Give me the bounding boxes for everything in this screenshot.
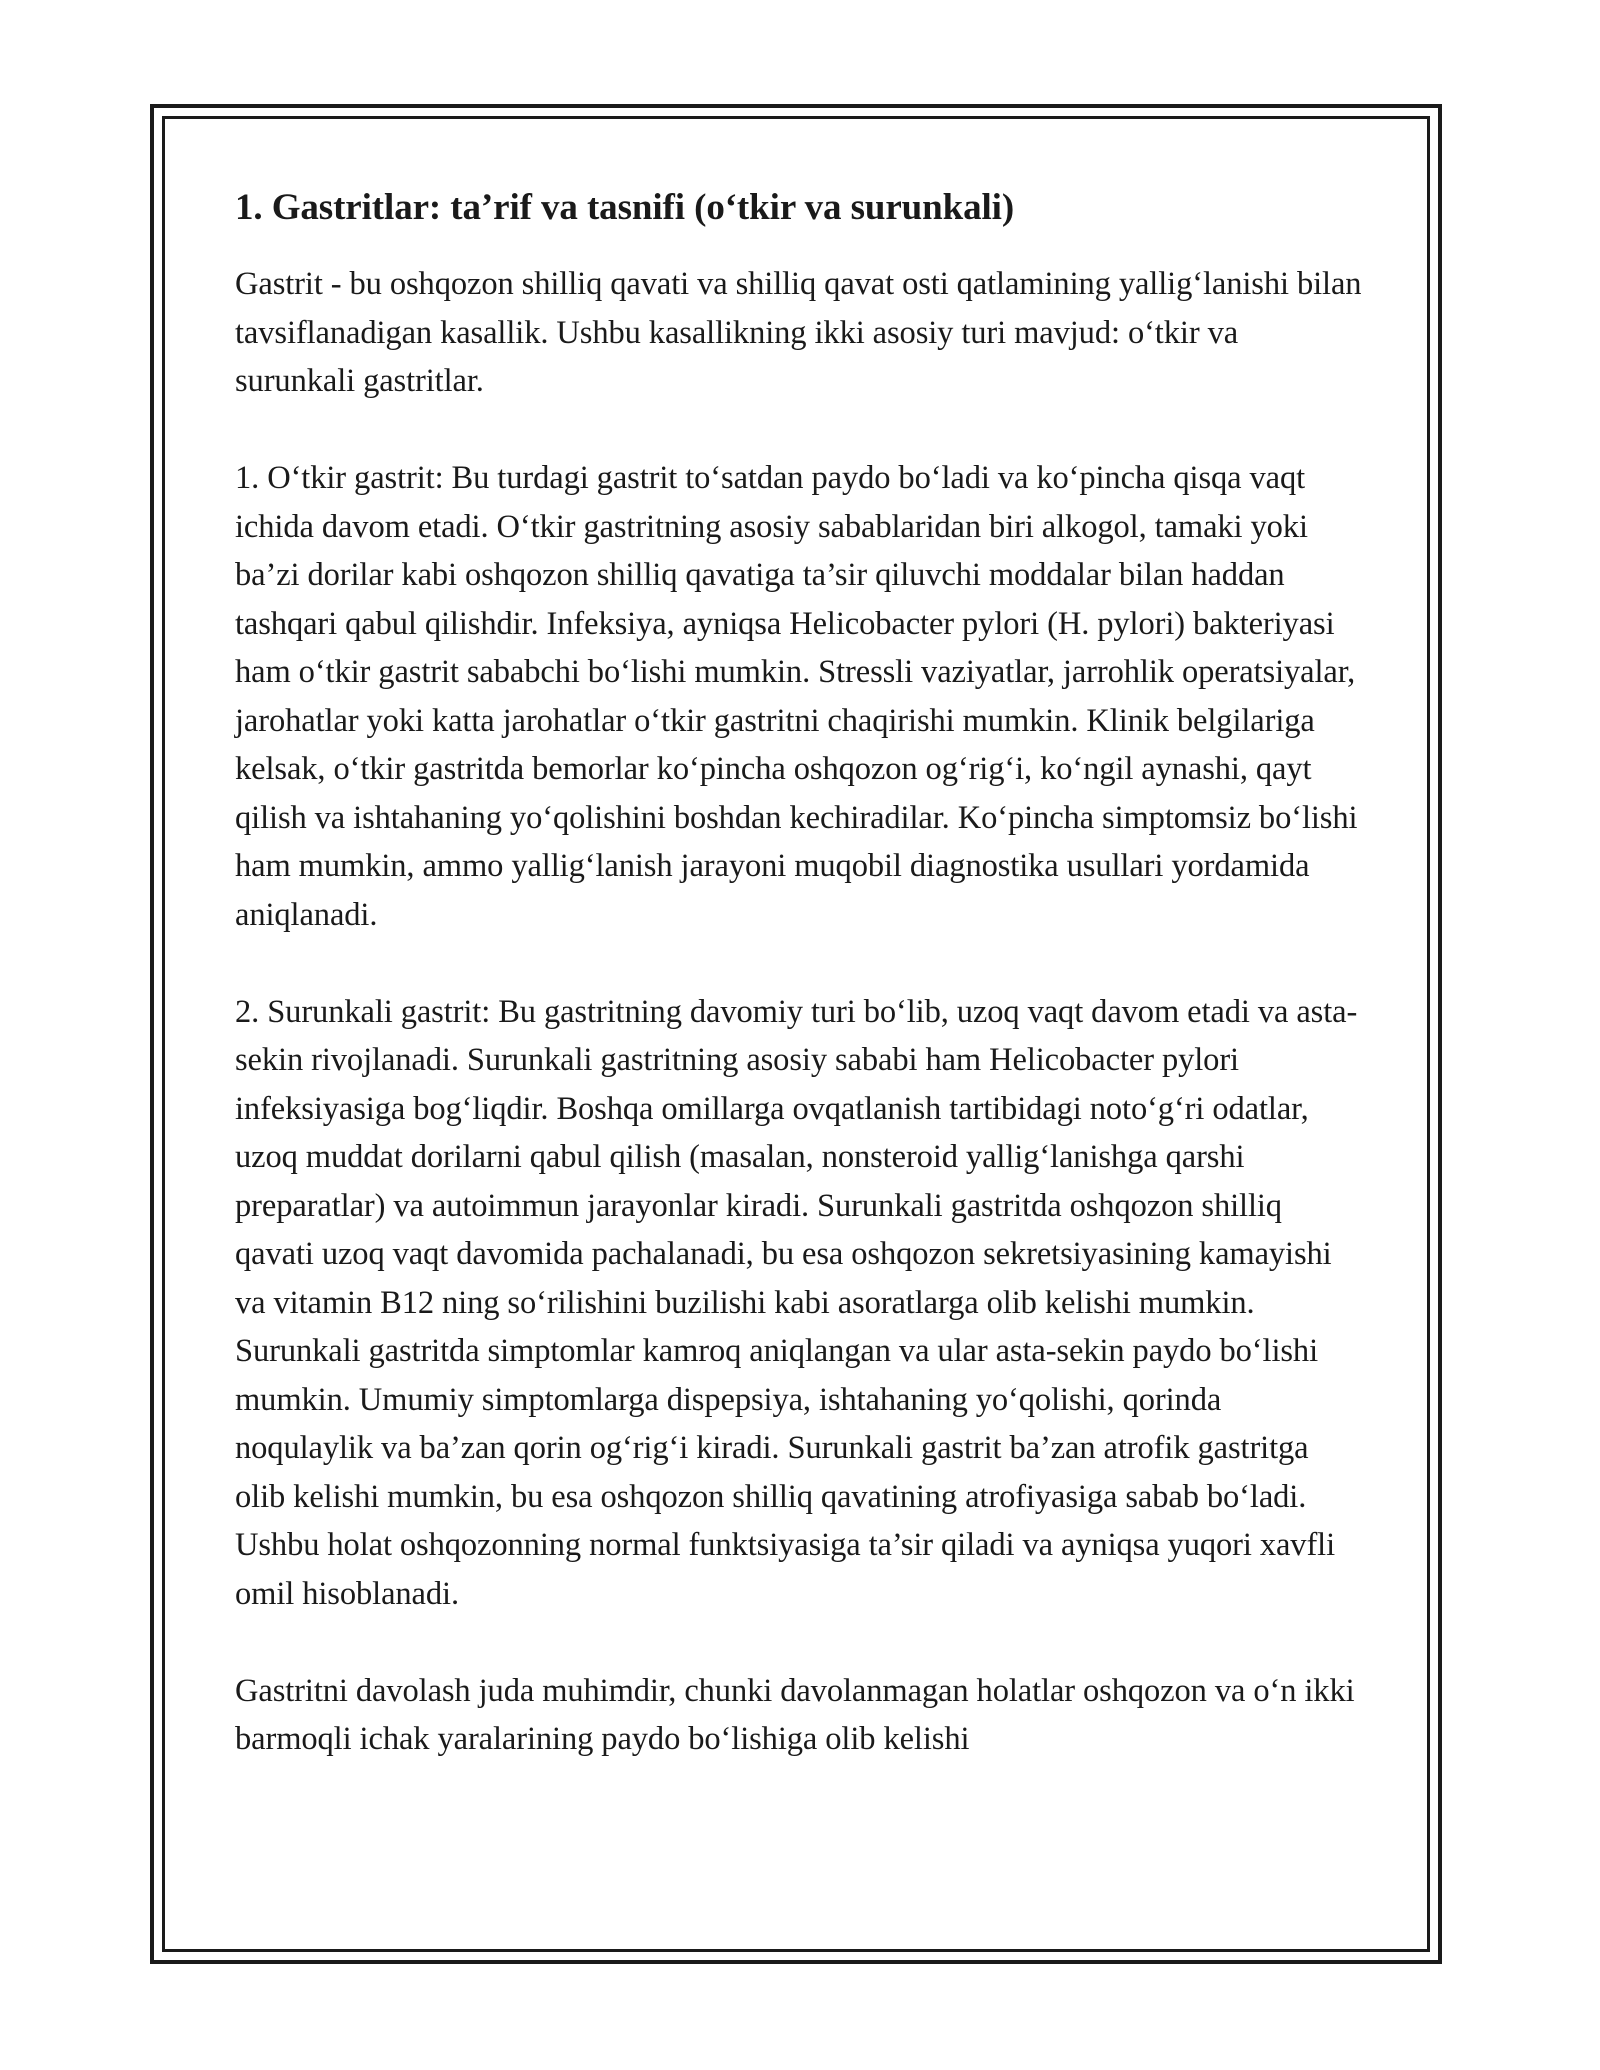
section-heading: 1. Gastritlar: ta’rif va tasnifi (o‘tkir va surunkali) (235, 187, 1015, 228)
chronic-gastritis-paragraph: 2. Surunkali gastrit: Bu gastritning davomiy turi bo‘lib, uzoq vaqt davom etadi va asta-sekin rivojlanadi. Surunkali gastritning asosiy sababi ham Helicobacter pylori infeksiyasiga bog‘liqdir. Boshqa omillarga ovqatlanish tartibidagi noto‘g‘ri odatlar, uzoq muddat dorilarni qabul qilish (masalan, nonsteroid yallig‘lanishga qarshi preparatlar) va autoimmun jarayonlar kiradi. Surunkali gastritda oshqozon shilliq qavati uzoq vaqt davomida pachalanadi, bu esa oshqozon sekretsiyasining kamayishi va vitamin B12 ning so‘rilishini buzilishi kabi asoratlarga olib kelishi mumkin. Surunkali gastritda simptomlar kamroq aniqlangan va ular asta-sekin paydo bo‘lishi mumkin. Umumiy simptomlarga dispepsiya, ishtahaning yo‘qolishi, qorinda noqulaylik va ba’zan qorin og‘rig‘i kiradi. Surunkali gastrit ba’zan atrofik gastritga olib kelishi mumkin, bu esa oshqozon shilliq qavatining atrofiyasiga sabab bo‘ladi. Ushbu holat oshqozonning normal funktsiyasiga ta’sir qiladi va ayniqsa yuqori xavfli omil hisoblanadi. (235, 993, 1358, 1612)
intro-paragraph: Gastrit - bu oshqozon shilliq qavati va shilliq qavat osti qatlamining yallig‘lanishi bilan tavsiflanadigan kasallik. Ushbu kasallikning ikki asosiy turi mavjud: o‘tkir va surunkali gastritlar. (235, 266, 1362, 399)
document-body (235, 182, 1365, 1812)
treatment-paragraph: Gastritni davolash juda muhimdir, chunki davolanmagan holatlar oshqozon va o‘n ikki barmoqli ichak yaralarining paydo bo‘lishiga olib kelishi (235, 1672, 1355, 1757)
acute-gastritis-paragraph: 1. O‘tkir gastrit: Bu turdagi gastrit to‘satdan paydo bo‘ladi va ko‘pincha qisqa vaqt ichida davom etadi. O‘tkir gastritning asosiy sabablaridan biri alkogol, tamaki yoki ba’zi dorilar kabi oshqozon shilliq qavatiga ta’sir qiluvchi moddalar bilan haddan tashqari qabul qilishdir. Infeksiya, ayniqsa Helicobacter pylori (H. pylori) bakteriyasi ham o‘tkir gastrit sababchi bo‘lishi mumkin. Stressli vaziyatlar, jarrohlik operatsiyalar, jarohatlar yoki katta jarohatlar o‘tkir gastritni chaqirishi mumkin. Klinik belgilariga kelsak, o‘tkir gastritda bemorlar ko‘pincha oshqozon og‘rig‘i, ko‘ngil aynashi, qayt qilish va ishtahaning yo‘qolishini boshdan kechiradilar. Ko‘pincha simptomsiz bo‘lishi ham mumkin, ammo yallig‘lanish jarayoni muqobil diagnostika usullari yordamida aniqlanadi. (235, 460, 1358, 933)
